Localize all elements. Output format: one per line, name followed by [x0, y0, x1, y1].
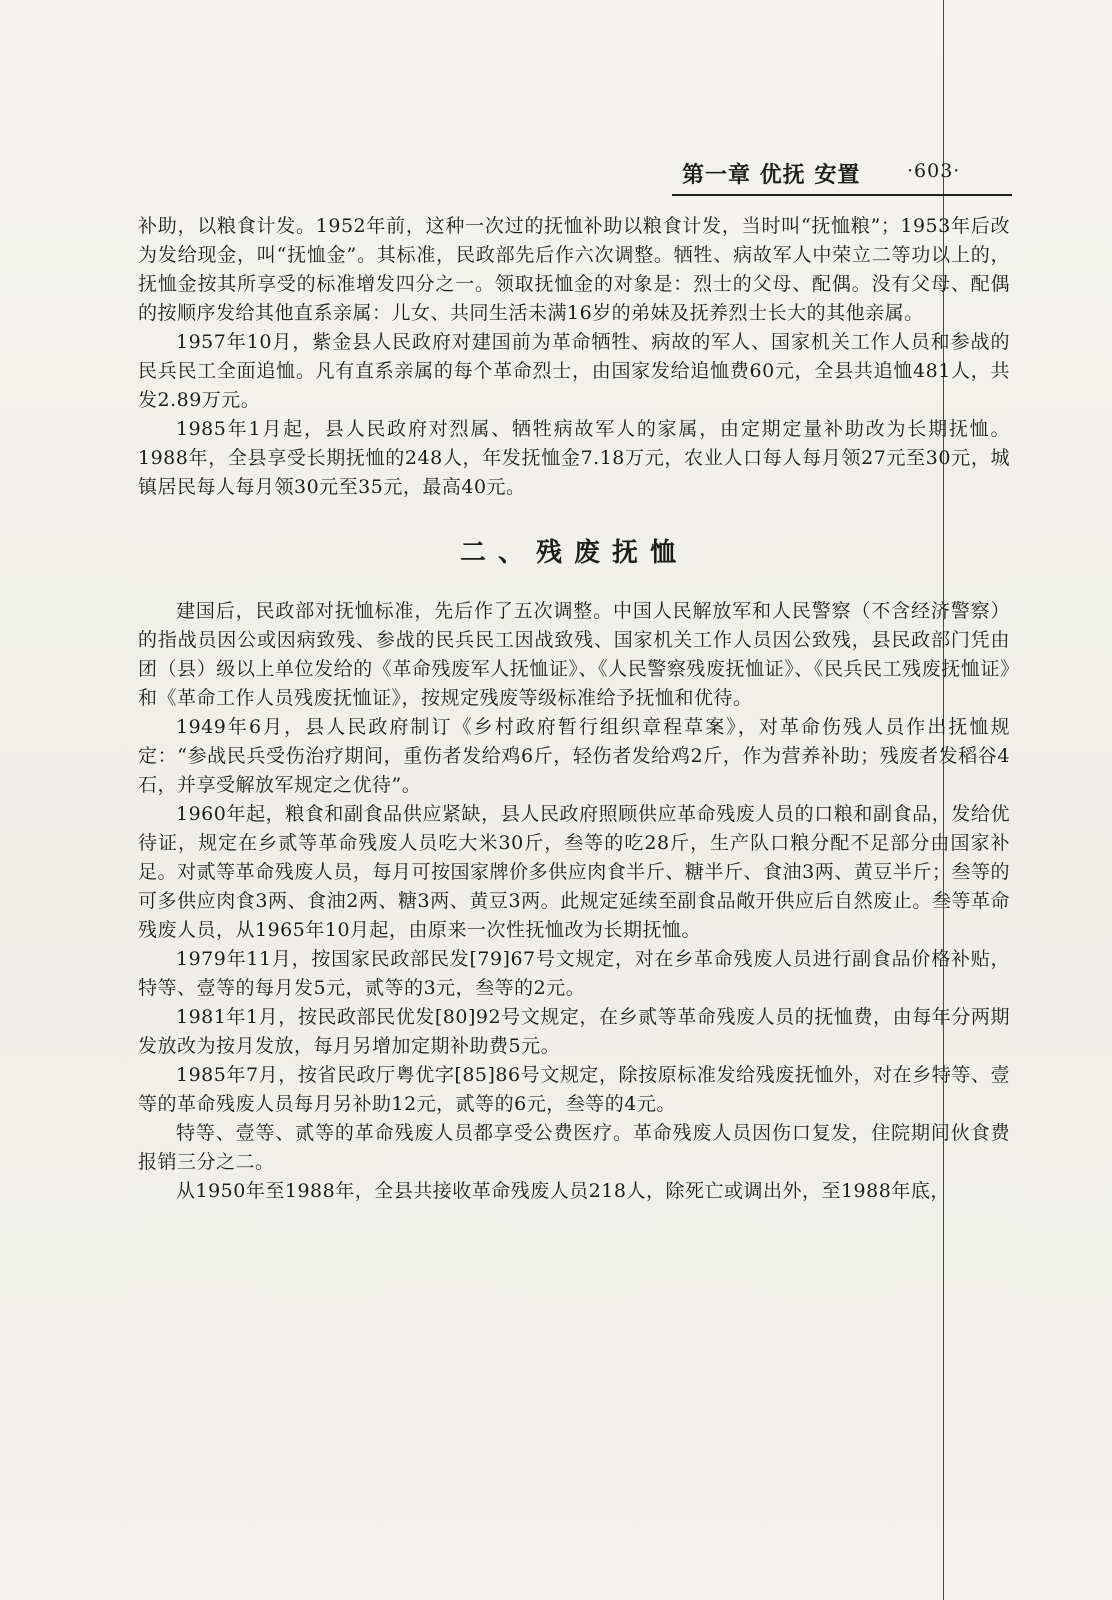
- chapter-title: 第一章 优抚 安置: [682, 163, 861, 188]
- section-heading: 二、残废抚恤: [459, 538, 688, 568]
- body-text: [138, 212, 1010, 1206]
- running-header: [672, 158, 1012, 196]
- paragraph: 从1950年至1988年，全县共接收革命残废人员218人，除死亡或调出外，至1988年底，: [176, 1180, 950, 1202]
- paragraph: 1960年起，粮食和副食品供应紧缺，县人民政府照顾供应革命残废人员的口粮和副食品，发给优待证，规定在乡贰等革命残废人员吃大米30斤，叁等的吃28斤，生产队口粮分配不足部分由国家补足。对贰等革命残废人员，每月可按国家牌价多供应肉食半斤、糖半斤、食油3两、黄豆半斤；叁等的可多供应肉食3两、食油2两、糖3两、黄豆3两。此规定延续至副食品敞开供应后自然废止。叁等革命残废人员，从1965年10月起，由原来一次性抚恤改为长期抚恤。: [138, 803, 1010, 941]
- paragraph: 1949年6月，县人民政府制订《乡村政府暂行组织章程草案》，对革命伤残人员作出抚恤规定：“参战民兵受伤治疗期间，重伤者发给鸡6斤，轻伤者发给鸡2斤，作为营养补助；残废者发稻谷4石，并享受解放军规定之优待”。: [138, 716, 1010, 796]
- paragraph: 1985年7月，按省民政厅粤优字[85]86号文规定，除按原标准发给残废抚恤外，对在乡特等、壹等的革命残废人员每月另补助12元，贰等的6元，叁等的4元。: [138, 1064, 1010, 1115]
- page-number: ·603·: [907, 160, 961, 182]
- paragraph-continued: 补助，以粮食计发。1952年前，这种一次过的抚恤补助以粮食计发，当时叫“抚恤粮”；1953年后改为发给现金，叫“抚恤金”。其标准，民政部先后作六次调整。牺牲、病故军人中荣立二等功以上的，抚恤金按其所享受的标准增发四分之一。领取抚恤金的对象是：烈士的父母、配偶。没有父母、配偶的按顺序发给其他直系亲属：儿女、共同生活未满16岁的弟妹及抚养烈士长大的其他亲属。: [138, 215, 1010, 324]
- paragraph: 1981年1月，按民政部民优发[80]92号文规定，在乡贰等革命残废人员的抚恤费，由每年分两期发放改为按月发放，每月另增加定期补助费5元。: [138, 1006, 1010, 1057]
- paragraph: 1979年11月，按国家民政部民发[79]67号文规定，对在乡革命残废人员进行副食品价格补贴，特等、壹等的每月发5元，贰等的3元，叁等的2元。: [138, 948, 1010, 999]
- paragraph: 特等、壹等、贰等的革命残废人员都享受公费医疗。革命残废人员因伤口复发，住院期间伙食费报销三分之二。: [138, 1122, 1010, 1173]
- paragraph: 建国后，民政部对抚恤标准，先后作了五次调整。中国人民解放军和人民警察（不含经济警察）的指战员因公或因病致残、参战的民兵民工因战致残、国家机关工作人员因公致残，县民政部门凭由团（县）级以上单位发给的《革命残废军人抚恤证》、《人民警察残废抚恤证》、《民兵民工残废抚恤证》和《革命工作人员残废抚恤证》，按规定残废等级标准给予抚恤和优待。: [138, 600, 1010, 709]
- paragraph: 1985年1月起，县人民政府对烈属、牺牲病故军人的家属，由定期定量补助改为长期抚恤。1988年，全县享受长期抚恤的248人，年发抚恤金7.18万元，农业人口每人每月领27元至30元，城镇居民每人每月领30元至35元，最高40元。: [138, 418, 1010, 498]
- paragraph: 1957年10月，紫金县人民政府对建国前为革命牺牲、病故的军人、国家机关工作人员和参战的民兵民工全面追恤。凡有直系亲属的每个革命烈士，由国家发给追恤费60元，全县共追恤481人，共发2.89万元。: [138, 331, 1010, 411]
